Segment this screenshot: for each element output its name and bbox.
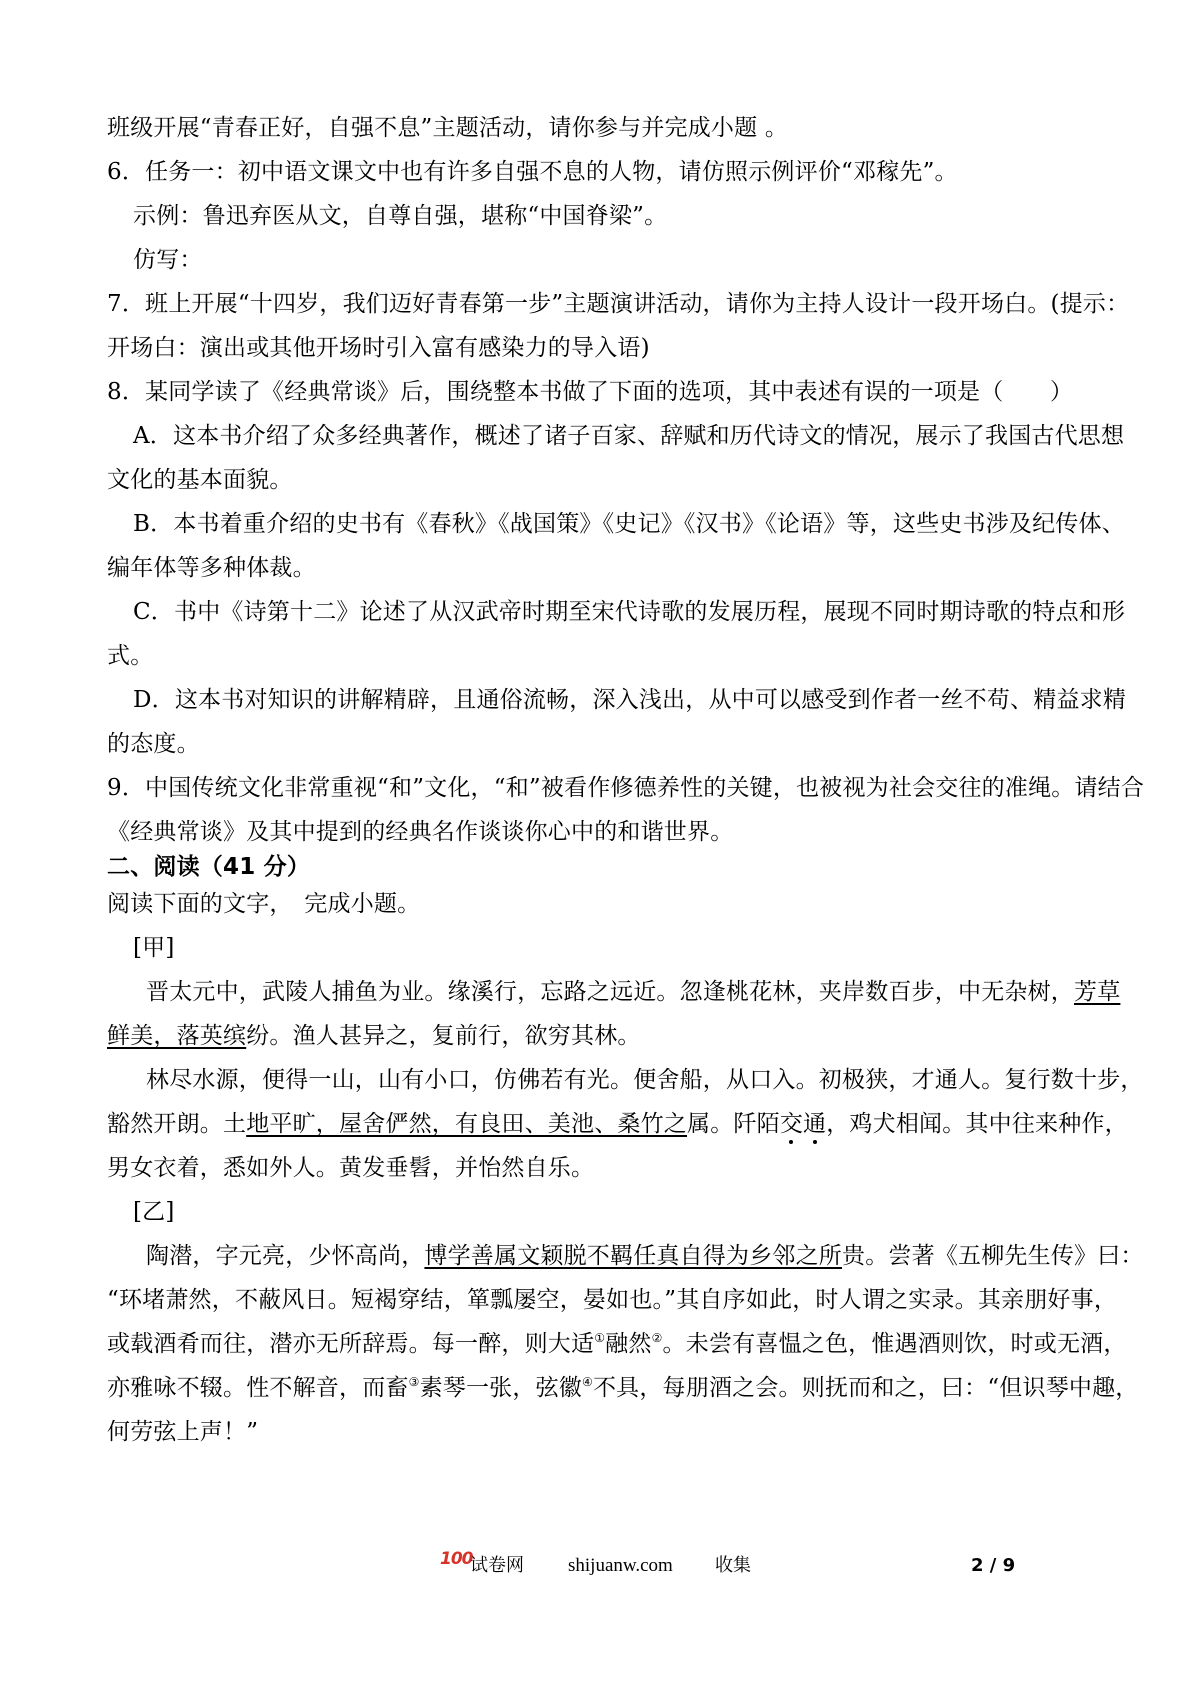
- passage-yi-line: 何劳弦上声！”: [107, 1419, 259, 1445]
- passage-jia-line: 男女衣着，悉如外人。黄发垂髫，并怡然自乐。: [107, 1155, 595, 1181]
- passage-text: 或载酒肴而往，潜亦无所辞焉。每一醉，则大适: [107, 1331, 595, 1357]
- passage-text: 陶潜，字元亮，少怀高尚，: [146, 1243, 425, 1269]
- section-heading: 二、阅读（41 分）: [107, 854, 311, 880]
- q6-imitate-label: 仿写：: [133, 247, 203, 273]
- passage-yi-line: [146, 1241, 1144, 1271]
- passage-text: 融然: [605, 1331, 652, 1357]
- q9-stem-line1: 9．中国传统文化非常重视“和”文化，“和”被看作修德养性的关键，也被视为社会交往的准绳。请结合: [107, 775, 1145, 801]
- passage-text: 不具，每朋酒之会。则抚而和之，曰：“但识琴中趣，: [592, 1375, 1139, 1401]
- q8-option-b-line2: 编年体等多种体裁。: [107, 555, 316, 581]
- q6-example: 示例：鲁迅弃医从文，自尊自强，堪称“中国脊梁”。: [133, 203, 668, 229]
- site-logo-text: 试卷网: [470, 1555, 524, 1576]
- underlined-text: 博学善属文颖脱不羁任真自得为乡邻之所: [424, 1243, 843, 1269]
- passage-jia-line: 林尽水源，便得一山，山有小口，仿佛若有光。便舍船，从口入。初极狭，才通人。复行数十步，: [146, 1067, 1144, 1093]
- q8-option-d-line2: 的态度。: [107, 731, 200, 757]
- footnote-marker: ②: [651, 1331, 663, 1345]
- q8-option-c-line1: C．书中《诗第十二》论述了从汉武帝时期至宋代诗歌的发展历程，展现不同时期诗歌的特点和形: [133, 599, 1126, 625]
- passage-text: 贵。尝著《五柳先生传》曰：: [842, 1243, 1144, 1269]
- underlined-text: 地平旷，屋舍俨然，有良田、美池、桑竹之: [246, 1111, 688, 1137]
- q8-option-b-line1: B．本书着重介绍的史书有《春秋》《战国策》《史记》《汉书》《论语》等，这些史书涉及纪传体、: [133, 511, 1125, 537]
- passage-text: 素琴一张，弦徽: [419, 1375, 582, 1401]
- q8-option-a-line1: A．这本书介绍了众多经典著作，概述了诸子百家、辞赋和历代诗文的情况，展示了我国古代思想: [133, 423, 1125, 449]
- site-url: shijuanw.com: [568, 1555, 673, 1576]
- passage-yi-line: [107, 1373, 1139, 1403]
- passage-yi-line: “环堵萧然，不蔽风日。短褐穿结，箪瓢屡空，晏如也。”其自序如此，时人谓之实录。其亲朋好事，: [107, 1287, 1118, 1313]
- passage-jia-label: [甲]: [133, 935, 175, 961]
- passage-yi-line: [107, 1329, 1127, 1359]
- collect-label: 收集: [715, 1555, 751, 1576]
- passage-text: 纷。渔人甚异之，复前行，欲穷其林。: [246, 1023, 641, 1049]
- q8-option-d-line1: D．这本书对知识的讲解精辟，且通俗流畅，深入浅出，从中可以感受到作者一丝不苟、精益求精: [133, 687, 1127, 713]
- passage-text: 亦雅咏不辍。性不解音，而畜: [107, 1375, 409, 1401]
- q7-stem-line2: 开场白：演出或其他开场时引入富有感染力的导入语): [107, 335, 650, 361]
- passage-jia-line: [146, 977, 1120, 1007]
- passage-text: ，鸡犬相闻。其中往来种作，: [826, 1111, 1128, 1137]
- q8-stem: 8．某同学读了《经典常谈》后，围绕整本书做了下面的选项，其中表述有误的一项是（ ）: [107, 379, 1074, 405]
- passage-text: 属。阡陌: [687, 1111, 780, 1137]
- q6-stem: 6．任务一：初中语文课文中也有许多自强不息的人物，请仿照示例评价“邓稼先”。: [107, 159, 958, 185]
- passage-jia-line: [107, 1021, 641, 1051]
- passage-text: 。未尝有喜愠之色，惟遇酒则饮，时或无酒，: [662, 1331, 1127, 1357]
- underlined-text: 芳草: [1074, 979, 1121, 1005]
- q7-stem-line1: 7．班上开展“十四岁，我们迈好青春第一步”主题演讲活动，请你为主持人设计一段开场白。(提示：: [107, 291, 1130, 317]
- site-logo-number: 100: [440, 1549, 473, 1569]
- passage-yi-label: [乙]: [133, 1199, 175, 1225]
- passage-text: 豁然开朗。土: [107, 1111, 247, 1137]
- q8-option-a-line2: 文化的基本面貌。: [107, 467, 293, 493]
- emphasis-dot-char: 通: [803, 1111, 827, 1137]
- passage-text: 晋太元中，武陵人捕鱼为业。缘溪行，忘路之远近。忽逢桃花林，夹岸数百步，中无杂树，: [146, 979, 1074, 1005]
- reading-instruction: 阅读下面的文字， 完成小题。: [107, 891, 421, 917]
- footnote-marker: ④: [581, 1375, 593, 1389]
- footnote-marker: ①: [594, 1331, 606, 1345]
- page-number: 2 / 9: [971, 1555, 1016, 1576]
- footnote-marker: ③: [408, 1375, 420, 1389]
- q9-stem-line2: 《经典常谈》及其中提到的经典名作谈谈你心中的和谐世界。: [107, 819, 734, 845]
- underlined-text: 鲜美，落英缤: [107, 1023, 247, 1049]
- q8-option-c-line2: 式。: [107, 643, 154, 669]
- intro-text: 班级开展“青春正好，自强不息”主题活动，请你参与并完成小题 。: [107, 115, 789, 141]
- emphasis-dot-char: 交: [779, 1111, 804, 1137]
- passage-jia-line: [107, 1109, 1128, 1139]
